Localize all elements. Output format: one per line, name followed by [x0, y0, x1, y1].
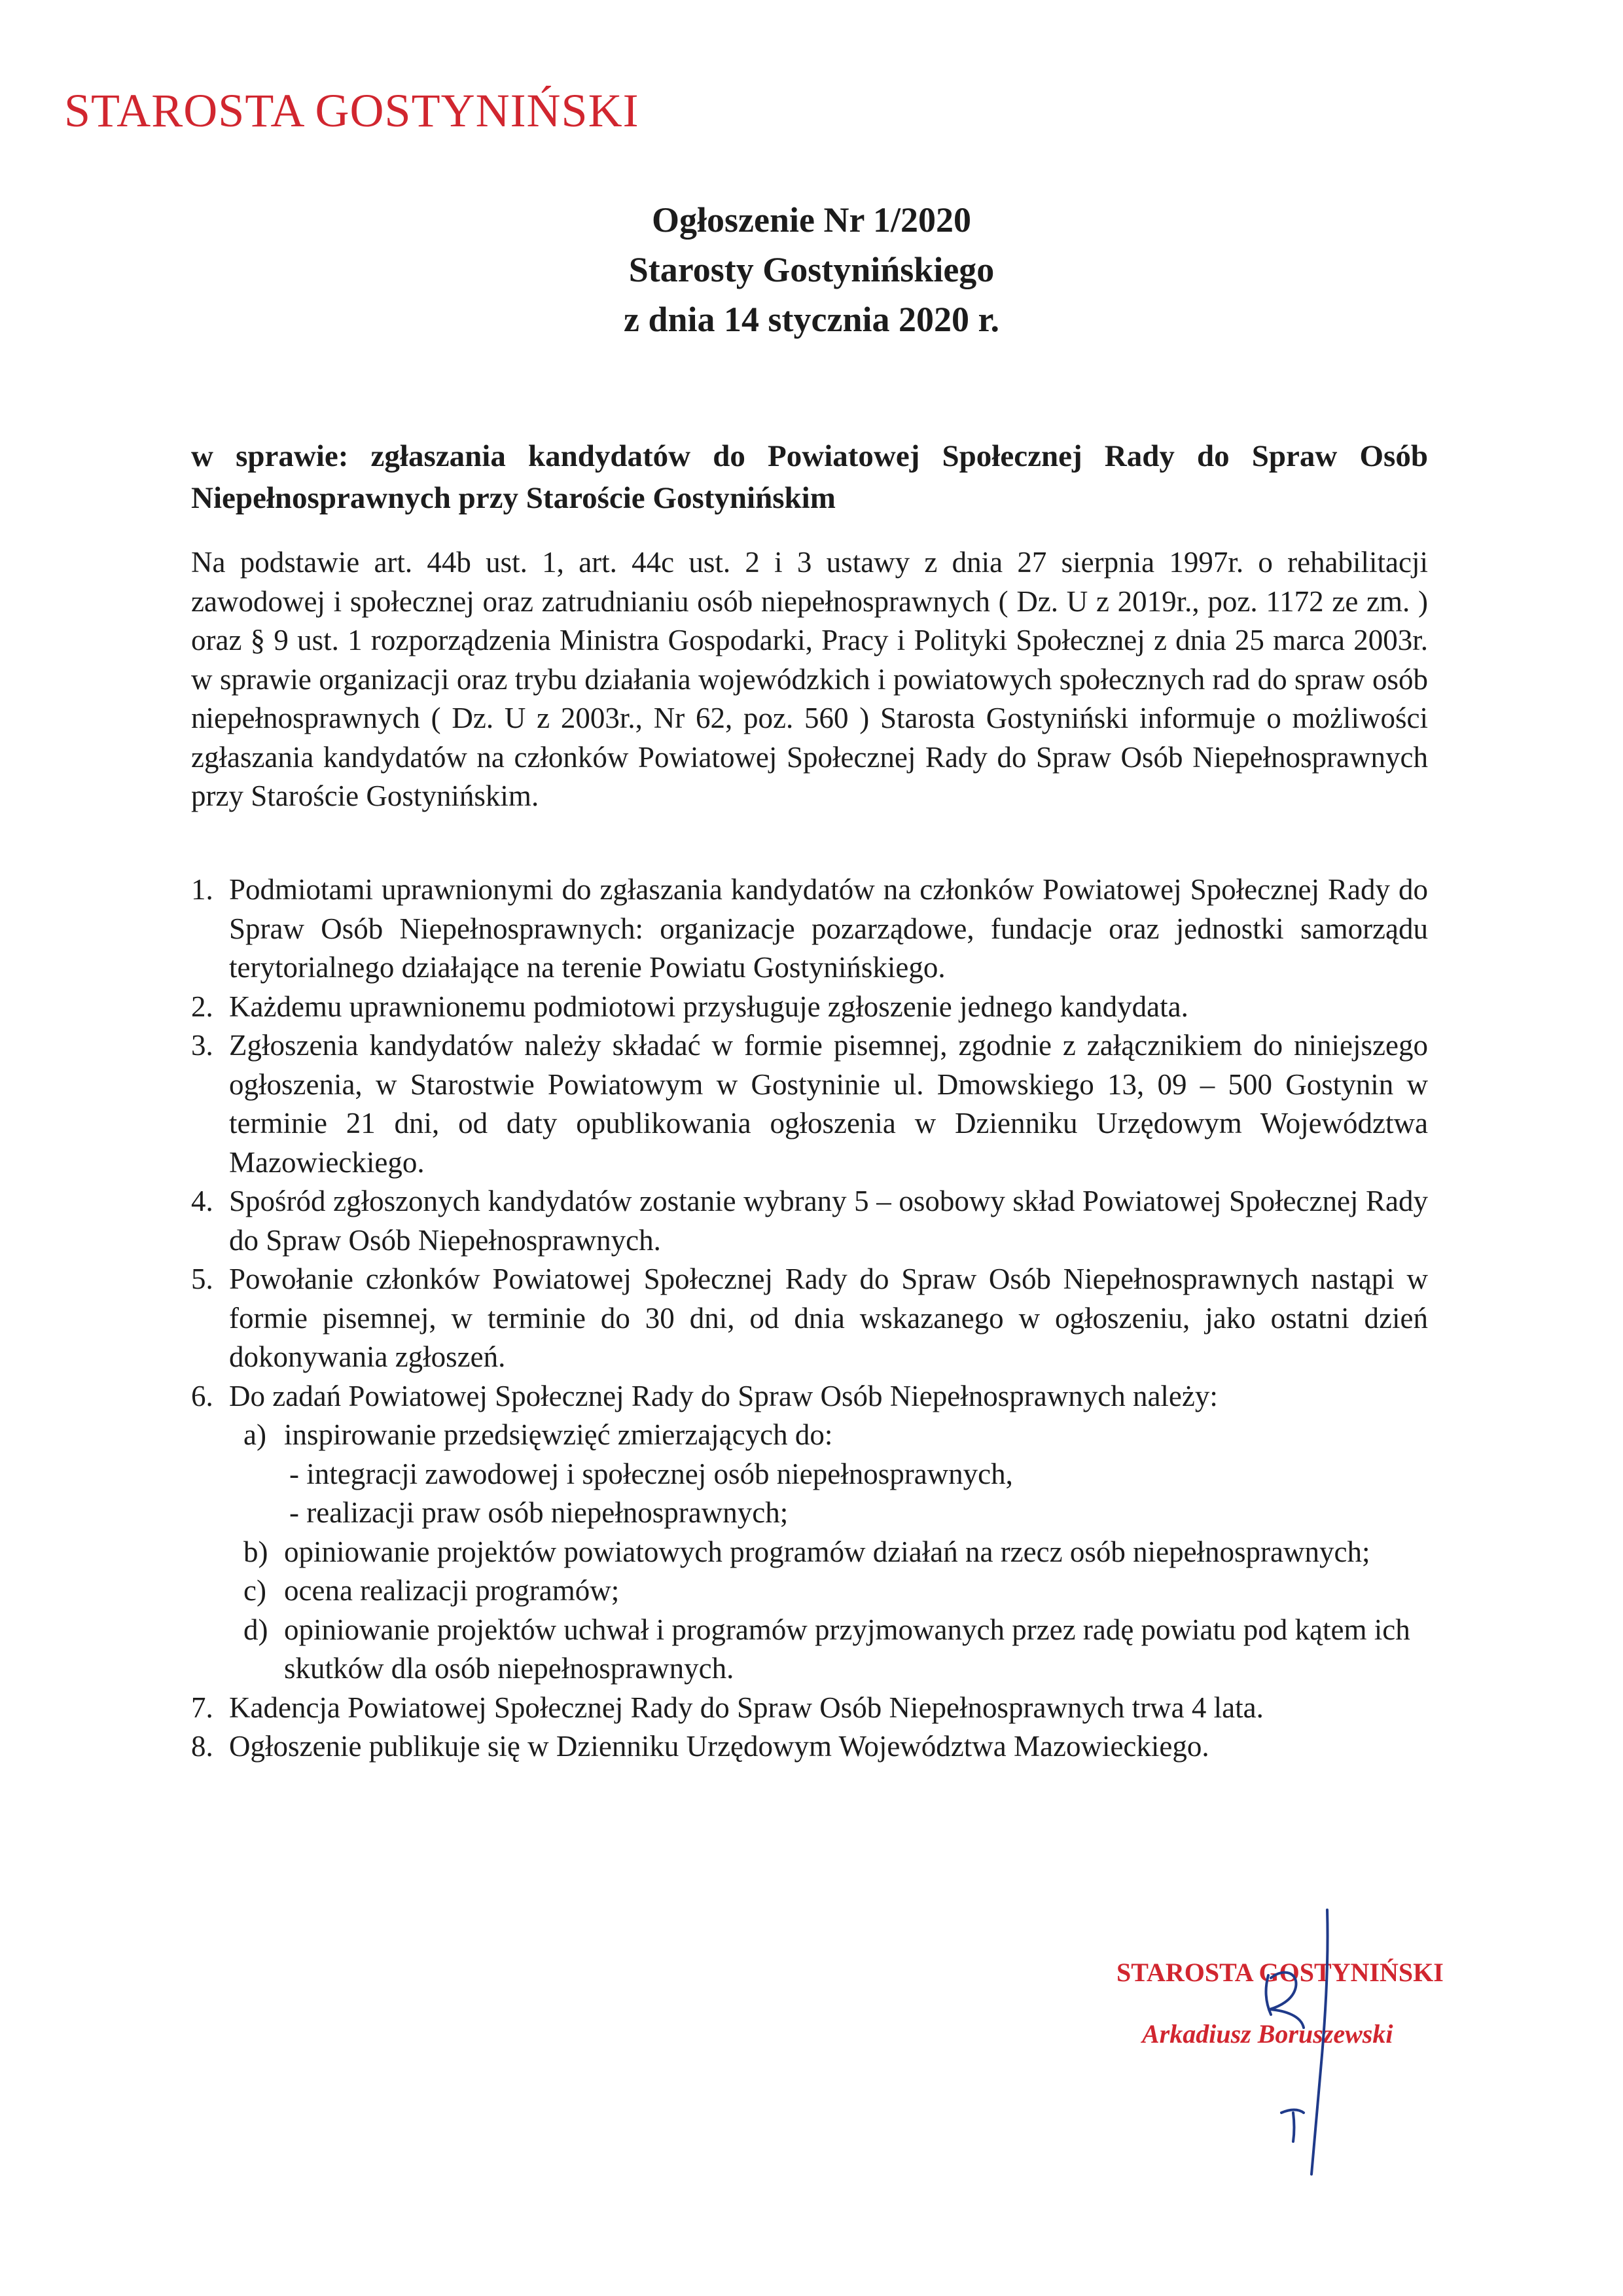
item-number: 5. [191, 1263, 213, 1295]
sub-letter: c) [243, 1574, 266, 1607]
item-number: 8. [191, 1730, 213, 1763]
item-number: 7. [191, 1691, 213, 1724]
sub-item-c [191, 1571, 1428, 1611]
item-text: Każdemu uprawnionemu podmiotowi przysługuje zgłoszenie jednego kandydata. [229, 990, 1188, 1023]
list-item [191, 988, 1428, 1027]
list-item [191, 1377, 1428, 1416]
list-item [191, 1260, 1428, 1377]
item-number: 3. [191, 1029, 213, 1062]
item-text: Ogłoszenie publikuje się w Dzienniku Urzędowym Województwa Mazowieckiego. [229, 1730, 1209, 1763]
sub-dash-item: - integracji zawodowej i społecznej osób niepełnosprawnych, [289, 1457, 1013, 1490]
list-item [191, 1727, 1428, 1767]
document-title [0, 195, 1623, 344]
sub-text: opiniowanie projektów powiatowych programów działań na rzecz osób niepełnosprawnych; [284, 1535, 1370, 1568]
intro-paragraph: Na podstawie art. 44b ust. 1, art. 44c ust. 2 i 3 ustawy z dnia 27 sierpnia 1997r. o rehabilitacji zawodowej i społecznej oraz zatrudnianiu osób niepełnosprawnych ( Dz. U z 2019r., poz. 1172 ze zm. ) oraz § 9 ust. 1 rozporządzenia Ministra Gospodarki, Pracy i Polityki Społecznej z dnia 25 marca 2003r. w sprawie organizacji oraz trybu działania wojewódzkich i powiatowych społecznych rad do spraw osób niepełnosprawnych ( Dz. U z 2003r., Nr 62, poz. 560 ) Starosta Gostyniński informuje o możliwości zgłaszania kandydatów na członków Powiatowej Społecznej Rady do Spraw Osób Niepełnosprawnych przy Staroście Gostynińskim. [191, 546, 1428, 812]
sub-text: inspirowanie przedsięwzięć zmierzających do: [284, 1418, 833, 1451]
title-line-1: Ogłoszenie Nr 1/2020 [652, 200, 971, 240]
item-text: Podmiotami uprawnionymi do zgłaszania kandydatów na członków Powiatowej Społecznej Rady do Spraw Osób Niepełnosprawnych: organizacje pozarządowe, fundacje oraz jednostki samorządu terytorialnego działające na terenie Powiatu Gostynińskiego. [229, 873, 1428, 984]
item-text: Powołanie członków Powiatowej Społecznej Rady do Spraw Osób Niepełnosprawnych nastąpi w formie pisemnej, w terminie do 30 dni, od dnia wskazanego w ogłoszeniu, jako ostatni dzień dokonywania zgłoszeń. [229, 1263, 1428, 1373]
sub-text: ocena realizacji programów; [284, 1574, 620, 1607]
sub-text: opiniowanie projektów uchwał i programów przyjmowanych przez radę powiatu pod kątem ich skutków dla osób niepełnosprawnych. [284, 1613, 1410, 1685]
sub-item-d [191, 1611, 1428, 1689]
sub-letter: a) [243, 1418, 266, 1451]
list-item [191, 1182, 1428, 1260]
item-text: Zgłoszenia kandydatów należy składać w formie pisemnej, zgodnie z załącznikiem do niniejszego ogłoszenia, w Starostwie Powiatowym w Gostyninie ul. Dmowskiego 13, 09 – 500 Gostynin w terminie 21 dni, od daty opublikowania ogłoszenia w Dzienniku Urzędowym Województwa Mazowieckiego. [229, 1029, 1428, 1179]
numbered-list [191, 870, 1428, 1767]
sub-item-b [191, 1533, 1428, 1572]
handwritten-signature [1230, 1905, 1348, 2179]
item-number: 2. [191, 990, 213, 1023]
signature-stamp-title: STAROSTA GOSTYNIŃSKI [1116, 1958, 1444, 1987]
title-line-2: Starosty Gostynińskiego [628, 250, 995, 289]
item-number: 6. [191, 1379, 213, 1412]
list-item [191, 1689, 1428, 1728]
item-number: 4. [191, 1185, 213, 1217]
signature-stamp-name: Arkadiusz Boruszewski [1142, 2019, 1393, 2049]
item-text: Spośród zgłoszonych kandydatów zostanie wybrany 5 – osobowy skład Powiatowej Społecznej Rady do Spraw Osób Niepełnosprawnych. [229, 1185, 1428, 1257]
sub-letter: d) [243, 1613, 268, 1646]
subject-paragraph: w sprawie: zgłaszania kandydatów do Powiatowej Społecznej Rady do Spraw Osób Niepełnosprawnych przy Staroście Gostynińskim [191, 439, 1428, 515]
list-item [191, 1026, 1428, 1182]
title-line-3: z dnia 14 stycznia 2020 r. [623, 300, 999, 339]
sub-item-a [191, 1416, 1428, 1455]
item-number: 1. [191, 873, 213, 906]
sub-dash-item: - realizacji praw osób niepełnosprawnych; [289, 1496, 789, 1529]
item-text: Kadencja Powiatowej Społecznej Rady do Spraw Osób Niepełnosprawnych trwa 4 lata. [229, 1691, 1264, 1724]
sub-letter: b) [243, 1535, 268, 1568]
list-item [191, 870, 1428, 988]
header-stamp: STAROSTA GOSTYNIŃSKI [64, 84, 639, 137]
item-text: Do zadań Powiatowej Społecznej Rady do Spraw Osób Niepełnosprawnych należy: [229, 1379, 1218, 1412]
